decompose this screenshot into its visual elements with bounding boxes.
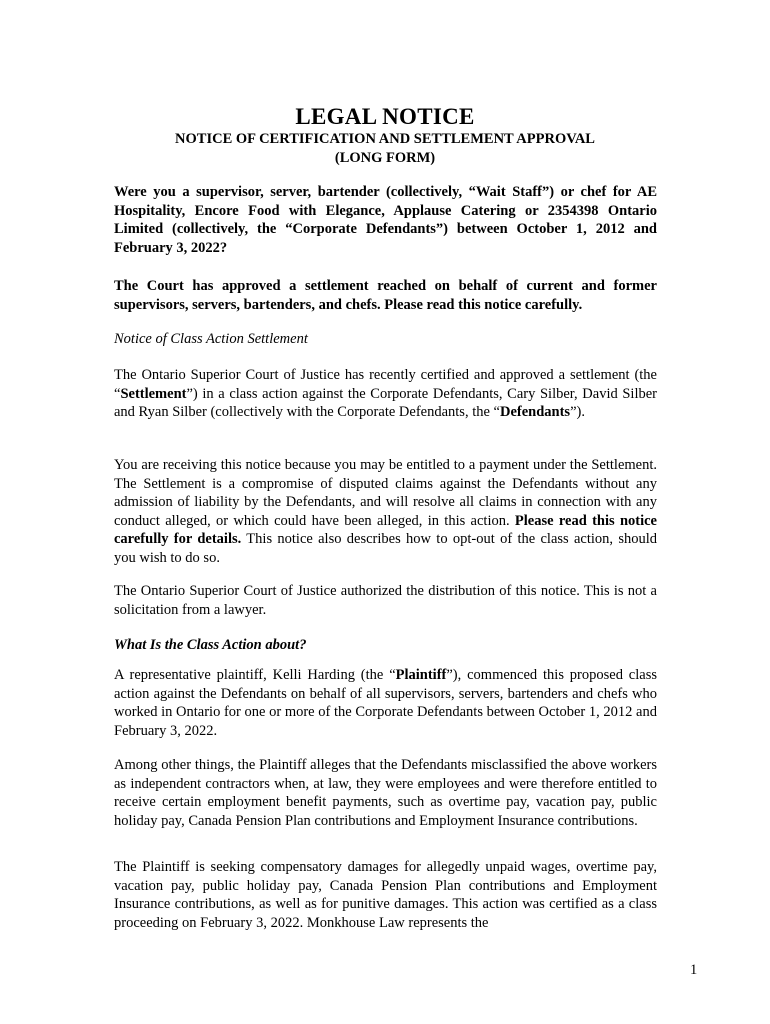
allegations-paragraph: Among other things, the Plaintiff alleges that the Defendants misclassified the above workers as independent contractors when, at law, they were employees and were therefore entitled to receive certain employment benefit payments, such as overtime pay, vacation pay, public holiday pay, Canada Pension Plan contributions and Employment Insurance contributions.: [114, 757, 657, 829]
section-heading-settlement: Notice of Class Action Settlement: [114, 331, 308, 347]
eligibility-question: Were you a supervisor, server, bartender (collectively, “Wait Staff”) or chef for AE Hospitality, Encore Food with Elegance, Applause Catering or 2354398 Ontario Limited (collectively, the “Corporate Defendants”) between October 1, 2012 and February 3, 2022?: [114, 184, 657, 256]
damages-paragraph: The Plaintiff is seeking compensatory damages for allegedly unpaid wages, overtime pay, vacation pay, public holiday pay, Canada Pension Plan contributions and Employment Insurance contributions, as well as for punitive damages. This action was certified as a class proceeding on February 3, 2022. Monkhouse Law represents the: [114, 859, 657, 931]
text-run: ”), commenced this proposed class action against the Defendants on behalf of all supervisors, servers, bartenders and chefs who worked in Ontario for one or more of the Corporate Defendants between October 1, 2012 and February 3, 2022.: [114, 667, 657, 739]
plaintiff-paragraph: [114, 666, 657, 740]
receiving-notice-paragraph: [114, 456, 657, 567]
text-run: ”) in a class action against the Corporate Defendants, Cary Silber, David Silber and Ryan Silber (collectively with the Corporate Defendants, the “: [114, 385, 657, 420]
text-run: The Ontario Superior Court of Justice has recently certified and approved a settlement (the “: [114, 367, 657, 402]
page-number: 1: [690, 962, 698, 978]
text-run: This notice also describes how to opt-out of the class action, should you wish to do so.: [114, 531, 658, 566]
defendants-term: Defendants: [499, 404, 571, 420]
form-type-label: (LONG FORM): [334, 150, 436, 166]
text-run: A representative plaintiff, Kelli Harding (the “: [114, 667, 396, 683]
text-run: You are receiving this notice because you may be entitled to a payment under the Settlement. The Settlement is a compromise of disputed claims against the Defendants without any admission of liability by the Defendants, and will resolve all claims in connection with any conduct alleged, or which could have been alleged, in this action.: [114, 457, 657, 529]
notice-subtitle: NOTICE OF CERTIFICATION AND SETTLEMENT APPROVAL: [175, 131, 595, 147]
authorization-paragraph: The Ontario Superior Court of Justice authorized the distribution of this notice. This is not a solicitation from a lawyer.: [114, 583, 657, 618]
settlement-term: Settlement: [120, 385, 187, 402]
settlement-paragraph: [114, 366, 657, 422]
section-heading-about: What Is the Class Action about?: [114, 637, 307, 653]
plaintiff-term: Plaintiff: [395, 667, 447, 683]
text-run: ”).: [570, 404, 585, 420]
court-approval-statement: The Court has approved a settlement reached on behalf of current and former supervisors, servers, bartenders, and chefs. Please read this notice carefully.: [114, 278, 657, 313]
read-carefully-emphasis: Please read this notice carefully for details.: [114, 512, 657, 547]
page-title: LEGAL NOTICE: [295, 104, 475, 129]
